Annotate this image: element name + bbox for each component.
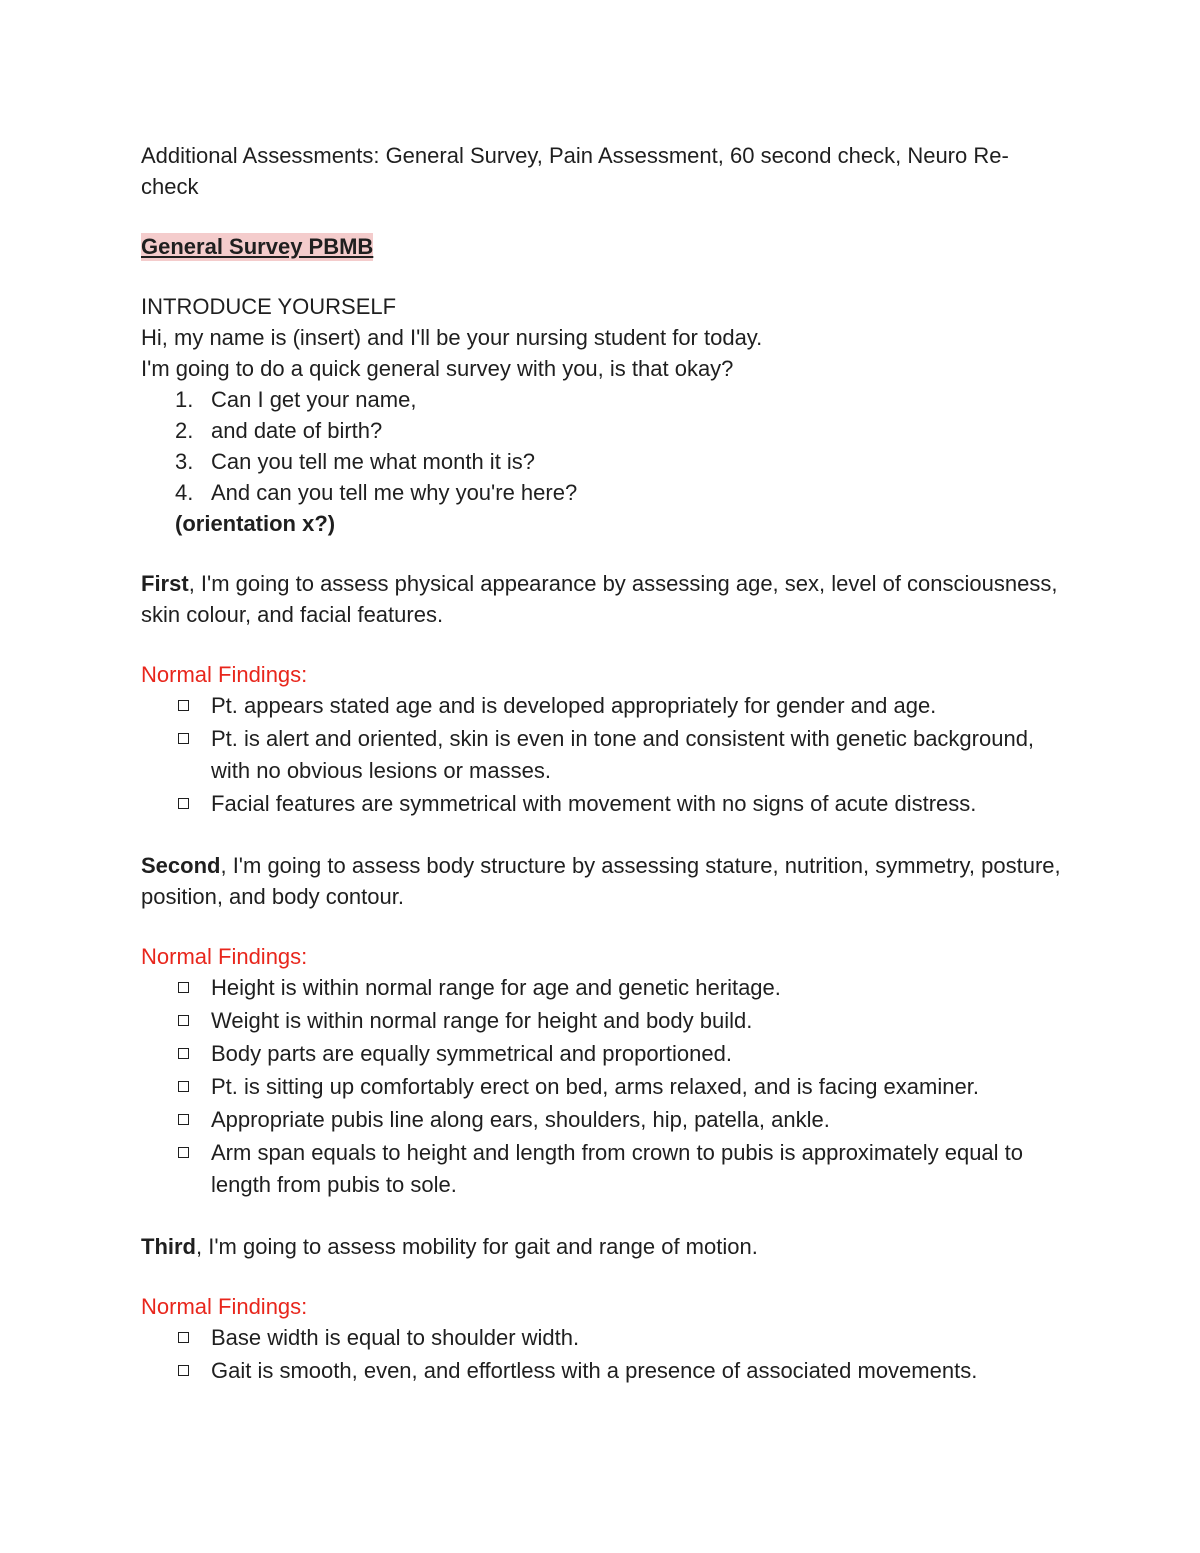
checklist-item (141, 1104, 1061, 1136)
list-number: 1. (175, 387, 194, 412)
checkbox-icon[interactable] (178, 982, 189, 993)
intro-label: INTRODUCE YOURSELF (141, 294, 397, 319)
question-list (141, 384, 1061, 508)
checkbox-icon[interactable] (178, 1015, 189, 1026)
checklist-item-text: Gait is smooth, even, and effortless with a presence of associated movements. (211, 1358, 978, 1383)
checkbox-icon[interactable] (178, 1048, 189, 1059)
checkbox-icon[interactable] (178, 798, 189, 809)
checkbox-icon[interactable] (178, 1081, 189, 1092)
checklist-item (141, 1137, 1061, 1201)
orientation-note: (orientation x?) (175, 511, 336, 536)
list-item-text: and date of birth? (211, 418, 383, 443)
list-number: 2. (175, 418, 194, 443)
checklist-item (141, 1038, 1061, 1070)
checklist-item (141, 1355, 1061, 1387)
list-item-text: And can you tell me why you're here? (211, 480, 578, 505)
list-item-text: Can you tell me what month it is? (211, 449, 536, 474)
checkbox-icon[interactable] (178, 1332, 189, 1343)
list-number: 4. (175, 480, 194, 505)
checkbox-icon[interactable] (178, 1147, 189, 1158)
checklist-item (141, 788, 1061, 820)
checklist-item (141, 1005, 1061, 1037)
section-heading: General Survey PBMB (141, 234, 374, 259)
checklist-item (141, 1322, 1061, 1354)
document-body (141, 140, 1061, 1388)
checkbox-icon[interactable] (178, 1114, 189, 1125)
findings-label: Normal Findings: (141, 944, 308, 969)
section-description: , I'm going to assess physical appearance by assessing age, sex, level of consciousness, skin colour, and facial features. (141, 571, 1058, 627)
findings-checklist (141, 972, 1061, 1201)
checklist-item (141, 690, 1061, 722)
checklist-item-text: Height is within normal range for age and genetic heritage. (211, 975, 781, 1000)
title-line: Additional Assessments: General Survey, Pain Assessment, 60 second check, Neuro Re-check (141, 143, 1009, 199)
section-lead: Third (141, 1234, 196, 1259)
checkbox-icon[interactable] (178, 733, 189, 744)
findings-label: Normal Findings: (141, 1294, 308, 1319)
list-item (141, 446, 1061, 477)
section-second-text (141, 850, 1061, 912)
checklist-item-text: Pt. is sitting up comfortably erect on bed, arms relaxed, and is facing examiner. (211, 1074, 979, 1099)
list-item (141, 384, 1061, 415)
section-description: , I'm going to assess body structure by assessing stature, nutrition, symmetry, posture, position, and body contour. (141, 853, 1061, 909)
section-first-text (141, 568, 1061, 630)
findings-checklist (141, 690, 1061, 820)
list-item-text: Can I get your name, (211, 387, 417, 412)
section-lead: First (141, 571, 189, 596)
checklist-item-text: Base width is equal to shoulder width. (211, 1325, 580, 1350)
checklist-item-text: Pt. appears stated age and is developed appropriately for gender and age. (211, 693, 937, 718)
section-lead: Second (141, 853, 221, 878)
checklist-item-text: Facial features are symmetrical with movement with no signs of acute distress. (211, 791, 977, 816)
checklist-item (141, 723, 1061, 787)
checklist-item (141, 972, 1061, 1004)
checklist-item-text: Body parts are equally symmetrical and proportioned. (211, 1041, 732, 1066)
intro-line-1: Hi, my name is (insert) and I'll be your nursing student for today. (141, 325, 763, 350)
list-number: 3. (175, 449, 194, 474)
checklist-item (141, 1071, 1061, 1103)
checklist-item-text: Arm span equals to height and length from crown to pubis is approximately equal to length from pubis to sole. (211, 1140, 1024, 1197)
section-third-text (141, 1231, 1061, 1262)
intro-line-2: I'm going to do a quick general survey with you, is that okay? (141, 356, 734, 381)
checklist-item-text: Appropriate pubis line along ears, shoulders, hip, patella, ankle. (211, 1107, 830, 1132)
findings-checklist (141, 1322, 1061, 1387)
checkbox-icon[interactable] (178, 1365, 189, 1376)
checklist-item-text: Weight is within normal range for height and body build. (211, 1008, 753, 1033)
list-item (141, 477, 1061, 508)
list-item (141, 415, 1061, 446)
checkbox-icon[interactable] (178, 700, 189, 711)
findings-label: Normal Findings: (141, 662, 308, 687)
section-description: , I'm going to assess mobility for gait and range of motion. (196, 1234, 758, 1259)
checklist-item-text: Pt. is alert and oriented, skin is even in tone and consistent with genetic background, with no obvious lesions or masses. (211, 726, 1035, 783)
